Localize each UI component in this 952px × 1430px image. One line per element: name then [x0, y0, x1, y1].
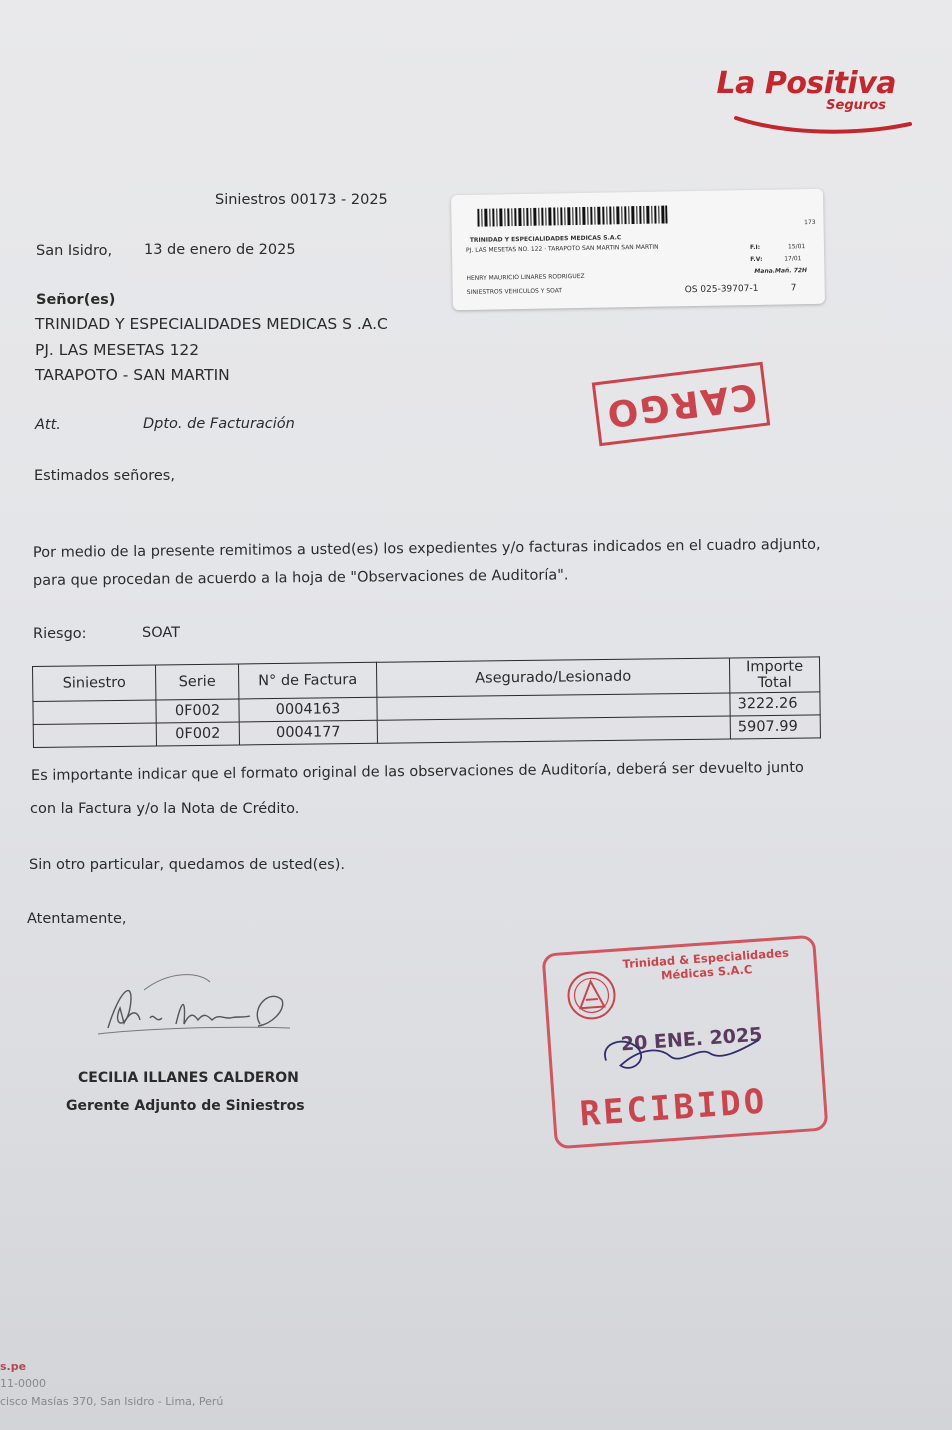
greeting: Estimados señores,	[34, 468, 175, 484]
col-asegurado: Asegurado/Lesionado	[376, 658, 729, 697]
label-number: 173	[804, 218, 816, 227]
label-company: TRINIDAD Y ESPECIALIDADES MEDICAS S.A.C	[469, 234, 622, 244]
label-fi-value: 15/01	[787, 243, 806, 251]
label-count: 7	[790, 283, 797, 294]
risk-label: Riesgo:	[33, 626, 87, 642]
body-paragraph-1-line-1: Por medio de la presente remitimos a usted(es) los expedientes y/o facturas indicados en el cuadro adjunto,	[32, 536, 821, 561]
footer-web: s.pe	[0, 1360, 27, 1373]
cell-importe: 5907.99	[730, 715, 820, 739]
stamp-date: 20 ENE. 2025	[620, 1023, 764, 1056]
claims-reference: Siniestros 00173 - 2025	[215, 192, 388, 208]
stamp-word: RECIBIDO	[578, 1081, 769, 1135]
cell-serie: 0F002	[156, 699, 239, 723]
label-fv-value: 17/01	[784, 255, 802, 263]
label-tracking: OS 025-39707-1	[684, 283, 759, 296]
cell-asegurado	[377, 716, 730, 743]
attention-value: Dpto. de Facturación	[143, 416, 295, 432]
closing: Atentamente,	[27, 911, 127, 927]
letter-date: 13 de enero de 2025	[144, 242, 296, 258]
col-siniestro: Siniestro	[33, 665, 156, 702]
body-paragraph-2-line-2: con la Factura y/o la Nota de Crédito.	[30, 801, 300, 817]
label-line4: SINIESTROS VEHICULOS Y SOAT	[466, 287, 563, 296]
recipient-city: TARAPOTO - SAN MARTIN	[35, 366, 230, 384]
handwritten-signature	[90, 968, 300, 1058]
recipient-name: TRINIDAD Y ESPECIALIDADES MEDICAS S .A.C	[35, 315, 388, 333]
company-emblem-icon	[564, 968, 620, 1024]
col-factura: N° de Factura	[238, 662, 376, 699]
col-importe: Importe Total	[729, 657, 819, 693]
cargo-stamp	[592, 362, 771, 446]
barcode-icon	[477, 205, 667, 226]
body-paragraph-3: Sin otro particular, quedamos de usted(es).	[29, 857, 345, 873]
body-paragraph-2-line-1: Es importante indicar que el formato original de las observaciones de Auditoría, deberá ser devuelto junto	[30, 759, 804, 784]
signatory-title: Gerente Adjunto de Siniestros	[66, 1098, 305, 1114]
label-slot: Mana.Mañ. 72H	[754, 267, 808, 275]
invoice-table	[32, 656, 821, 748]
attention-label: Att.	[35, 417, 61, 433]
stamp-signature	[598, 1019, 771, 1081]
received-stamp	[541, 935, 828, 1150]
place: San Isidro,	[36, 243, 113, 259]
cell-importe: 3222.26	[730, 692, 820, 716]
recipient-address: PJ. LAS MESETAS 122	[35, 341, 200, 359]
logo-brand: La Positiva	[716, 66, 896, 101]
cargo-stamp-text: CARGO	[602, 374, 760, 434]
label-fi-label: F.I:	[749, 243, 761, 252]
footer-address: cisco Masías 370, San Isidro - Lima, Perú	[0, 1395, 224, 1408]
logo-sub: Seguros	[826, 98, 886, 113]
cell-siniestro	[33, 700, 156, 725]
col-serie: Serie	[155, 664, 238, 700]
stamp-company: Trinidad & Especialidades Médicas S.A.C	[622, 945, 790, 983]
footer-phone: 11-0000	[0, 1377, 46, 1390]
salutation-label: Señor(es)	[36, 292, 116, 308]
cell-siniestro	[33, 723, 156, 748]
label-address: PJ. LAS MESETAS NO. 122 · TARAPOTO SAN MARTIN SAN MARTIN	[465, 243, 659, 255]
signatory-name: CECILIA ILLANES CALDERON	[78, 1070, 299, 1086]
cell-factura: 0004163	[239, 697, 377, 722]
cell-factura: 0004177	[239, 720, 377, 745]
logo-swoosh-icon	[734, 104, 914, 138]
shipping-label	[451, 189, 825, 310]
label-fv-label: F.V:	[750, 255, 763, 264]
label-line3: HENRY MAURICIO LINARES RODRIGUEZ	[466, 272, 585, 282]
cell-serie: 0F002	[156, 722, 239, 746]
risk-value: SOAT	[142, 625, 181, 641]
company-logo	[716, 64, 910, 144]
body-paragraph-1-line-2: para que procedan de acuerdo a la hoja de "Observaciones de Auditoría".	[32, 567, 569, 589]
